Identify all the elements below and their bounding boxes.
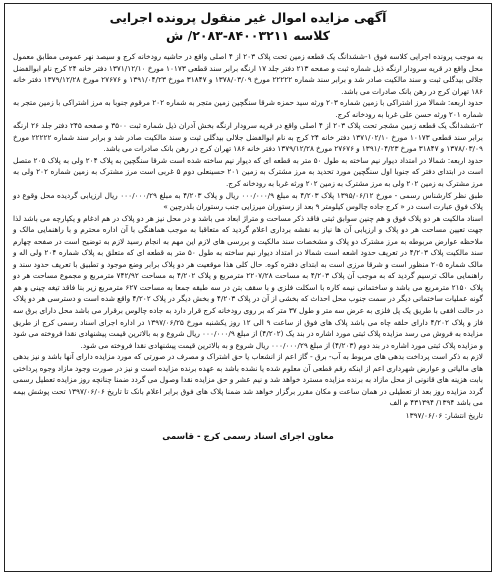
paragraph-appraisal: طبق نظر کارشناس رسمی - مورخ ۱۳۹۵/۰۶/۱۲ پلاک ۴/۲۰۳ به مبلغ ۰۰۰/۰۰۰/۹ ریال و پلاک ۴/۲۰۳ به مبلغ ۰۰۰/۰۰۰/۲۹ ریال ارزیابی گردیده محل وقوع دو پلاک فوق عبارت است در « کرج جاده چالوس کیلومتر ۹ بعد از رستوران میرزایی جنب رستوران بلدرچین »: [13, 190, 483, 212]
notice-frame: [4, 3, 492, 572]
notice-header: [5, 4, 491, 44]
publication-date: تاریخ انتشار: ۱۳۹۷/۰۶/۰۶: [405, 410, 483, 420]
paragraph-plot-2: ۲-ششدانگ یک قطعه زمین مشجر تحت پلاک ۲۰۳ از ۴ اصلی واقع در قریه سرودار ارنگه بخش آدران ذیل شماره ثبت ۳۵۰۰ و صفحه ۲۴۵ دفتر جلد ۲۶ ارنگه برابر سند قطعی ۱۰۱۷۳ مورخ ۱۳۷۱/۰۲/۱۰ دفتر خانه ۲۴ کرج به نام ابوالفضل جلالی بیدگلی ثبت و سند مالکیت صادر شد و برابر سند شماره ۲۲۲۲۲ مورخ ۱۳۷۸/۰۳/۰۹ و ۳۱۸۴۷ مورخ ۱۳۹۱/۰۴/۲۳ و ۲۷۶۷۶ مورخ ۱۳۷۹/۱۲/۲۸ دفتر خانه ۱۸۶ تهران کرج در رهن بانک صادرات می باشد.: [13, 121, 483, 154]
notice-title: آگهی مزایده اموال غیر منقول پرونده اجرایی: [109, 10, 387, 25]
paragraph-conditions: لازم به ذکر است پرداخت بدهی های مربوط به آب- برق - گاز اعم از انشعاب یا حق اشتراک و مصرف در صورتی که مورد مزایده دارای آنها باشد و نیز بدهی های مالیاتی و عوارض شهرداری اعم از اینکه رقم قطعی آن معلوم شده یا نشده باشد به عهده برنده مزایده است و نیز در صورت وجود مازاد وجوه پرداختی بابت هزینه های قانونی از محل مازاد به برنده مزایده مسترد خواهد شد و نیم عشر و حق مزایده نقدا وصول می گردد ضمنا چنانچه روز مزایده تعطیل رسمی گردد مزایده روز بعد از تعطیلی در همان ساعت و مکان مقرر برگزار خواهد شد ضمنا پلاک های فوق برابر اعلام بانک تا تاریخ ۱۳۹۷/۰۶/۰۶ تحت پوشش بیمه می باشد ۱۳۹۴/ ۴۳۱۳۹۴ م الف: [13, 352, 484, 408]
paragraph-auction-details: اسناد مالکیت هر دو پلاک فوق و هم چنین سوابق ثبتی فاقد ذکر مساحت و متراژ ابعاد می باشد و در محل نیز هر دو پلاک در هم ادغام و یکپارچه می باشد لذا جهت تعیین مساحت هر دو پلاک و ارزیابی آن ها نیاز به نقشه برداری اعلام گردید که متعاقبا به موجب هماهنگی با آن اداره محترم و با راهنمایی مالک و ملاحظه عوارض مربوطه به مرز مشترک دو پلاک و مشخصات سند مالکیت و بررسی های لازم این مهم به انجام رسید لازم به توضیح است در صفحه چهارم سند مالکیت پلاک ۴/۲۰۳ در تعریف حدود اشعه است شمالا در امتداد دیوار نیم ساخته به طول ۵۰ متر به قطعه ای که متعلق به پلاک شماره ۲۰۴ ولی اله و مالک شماره ۲۰۵ منظور است و شرقا مرزی است به ابتدای دفتره کوه. حال کلی هذا موقعیت هر دو پلاک برابر وضع موجود و تطبیق با تعریف حدود سند و راهنمایی مالک ترسیم گردید که به موجب آن پلاک ۴/۲۰۳ به مساحت ۲۲۰۷/۲۸ مترمربع و پلاک ۴/۲۰۲ به مساحت ۷۴۲/۹۲ مترمربع و مجموع مساحت هر دو پلاک ۲۱۵۰ مترمربع می باشد و ساختمانی نیمه کاره با اسکلت فلزی و با سقف بتن در سه طبقه جمعا به مساحت ۶۲۷ مترمربع زیر بنا فاقد تیغه چینی و هم گونه عملیات ساختمانی دیگر در سمت جنوب محل احداث که بخشی از آن در پلاک ۴/۲۰۳ و بخش دیگر در پلاک ۴/۲۰۲ واقع شده است و دسترسی هر دو پلاک در حالت افقی با طریق یک پل فلزی به عرض سه متر و طول ۳۷ متر که بر روی رودخانه کرج قرار دارد به جاده چالوس برقرار می باشد محل دارای برق سه فاز و پلاک ۴/۲۰۲ دارای حلقه چاه می باشد پلاک های فوق از ساعت ۹ الی ۱۲ روز یکشنبه مورخ ۱۳۹۷/۰۶/۲۵ در اداره اجرای اسناد رسمی کرج از طریق مزایده به فروش می رسد مزایده پلاک ثبتی مورد اشاره در بند یک (۴/۲۰۲) از مبلغ ۰۰۰/۰۰۰/۹ ریال شروع و به بالاترین قیمت پیشنهادی نقدا فروخته می شود و مزایده پلاک ثبتی مورد اشاره در بند دوم (۴/۲۰۳) از مبلغ ۰۰۰/۰۰۰/۲۹ ریال شروع و به بالاترین قیمت پیشنهادی نقدا فروخته می شود.: [13, 213, 483, 350]
paragraph-boundaries-2: حدود اربعه: شمالا در امتداد دیوار نیم ساخته به طول ۵۰ متر به قطعه ای که دیوار نیم ساخته شده است شرقا سنگچین به پلاک ۲۰۴ ولی به پلاک ۲۰۵ متصل است در ابتدای دفتر که جنوبا اول سنگچین مورد تحدید به مرز مشترک به زمین ۲۰۱ حسینعلی دوم ۵ غربی است مرز مشترک به زمین شماره ۲۰۲ ولی به مرز مشترک به زمین ۲۰۲ ولی به مرز مشترک به زمین ۲۰۲ ورثه غربا به رودخانه کرج.: [13, 155, 484, 189]
case-number: کلاسه ۸۴۰۰۳۲۱۱-۲۰۸۳/ ش: [166, 28, 330, 43]
paragraph-boundaries-1: حدود اربعه: شمالا مرز اشتراکی با زمین شماره ۲۰۳ ورثه سید حمزه شرقا سنگچین زمین متجر به شماره ۲۰۲ مرقوم جنوبا به مرز اشتراکی با زمین متجر به شماره ۲۰۱ ورثه حسن علی غربا به رودخانه کرج.: [13, 98, 483, 119]
signature: معاون اجرای اسناد رسمی کرج - قاسمی: [162, 431, 334, 442]
paragraph-plot-1: به موجب پرونده اجرایی کلاسه فوق ۱-ششدانگ یک قطعه زمین تحت پلاک ۲۰۳ از ۴ اصلی واقع در حاشیه رودخانه کرج و سیصد نهر عمومی مطابق معمول محل واقع در قریه سرودار ارنگه ذیل شماره ثبت و صفحه ۲۱۳ دفتر جلد ۱۷ ارنگه برابر سند قطعی ۱۰۱۷۳ مورخ ۱۳۷۱/۱۲/۱۰ دفتر خانه ۲۴ کرج نام ابوالفضل جلالی بیدگلی ثبت و سند مالکیت صادر شد و برابر سند شماره ۲۲۲۲۲ مورخ ۱۳۷۸/۰۳/۰۹ و ۳۱۸۴۷ مورخ ۱۳۹۱/۰۴/۲۳ و ۲۷۶۷۶ مورخ ۱۳۷۹/۱۲/۲۸ دفتر خانه ۱۸۶ تهران کرج در رهن بانک صادرات می باشد.: [13, 52, 484, 96]
notice-body: [5, 44, 491, 409]
